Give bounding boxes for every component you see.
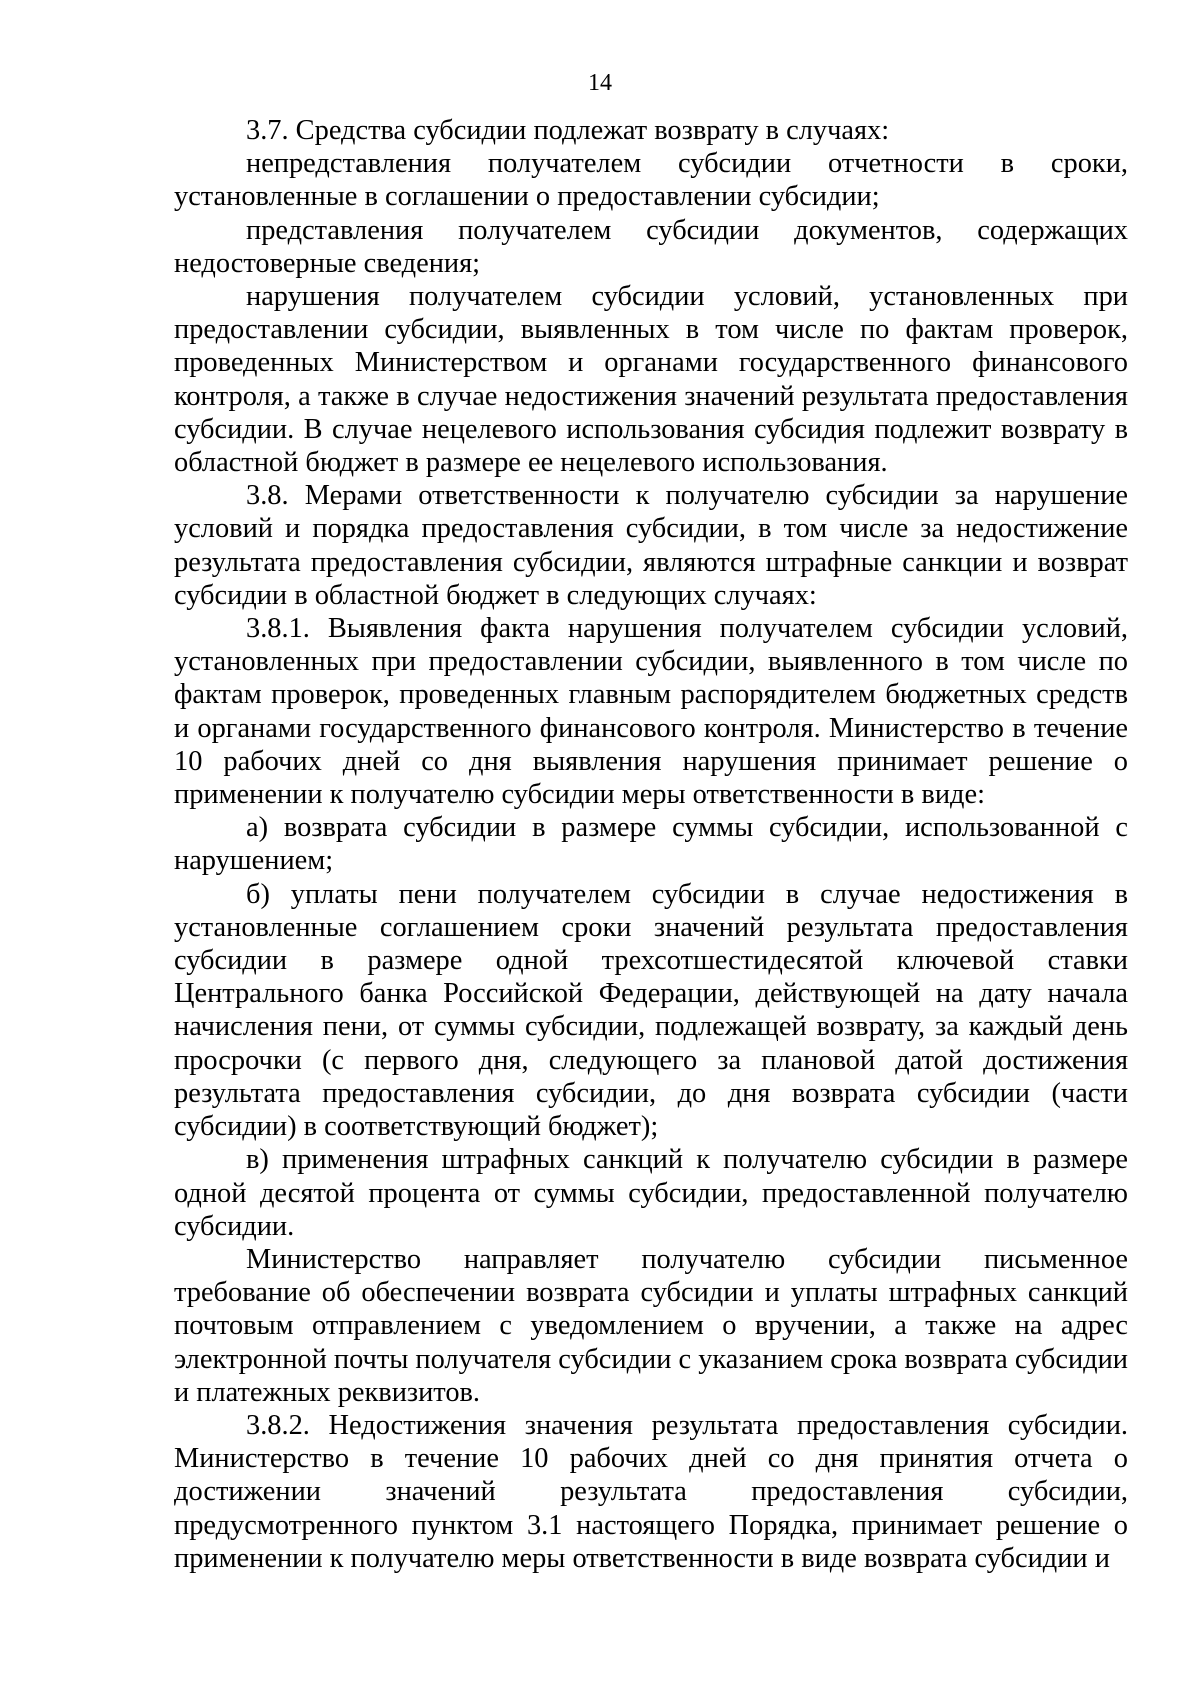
paragraph-3-8-2: 3.8.2. Недостижения значения результата предоставления субсидии. Министерство в течение 10 рабочих дней со дня принятия отчета о достижении значений результата предоставления субсидии, предусмотренного пунктом 3.1 настоящего Порядка, принимает решение о применении к получателю меры ответственности в виде возврата субсидии и xyxy=(174,1409,1128,1574)
paragraph-3-7: 3.7. Средства субсидии подлежат возврату в случаях: xyxy=(246,115,890,146)
paragraph-reporting: непредставления получателем субсидии отчетности в сроки, установленные в соглашении о предоставлении субсидии; xyxy=(174,148,1128,213)
paragraph-ministry-requirement: Министерство направляет получателю субсидии письменное требование об обеспечении возврата субсидии и уплаты штрафных санкций почтовым отправлением с уведомлением о вручении, а также на адрес электронной почты получателя субсидии с указанием срока возврата субсидии и платежных реквизитов. xyxy=(174,1243,1128,1408)
paragraph-item-a: а) возврата субсидии в размере суммы субсидии, использованной с нарушением; xyxy=(174,812,1128,877)
paragraph-3-8: 3.8. Мерами ответственности к получателю субсидии за нарушение условий и порядка предоставления субсидии, в том числе за недостижение результата предоставления субсидии, являются штрафные санкции и возврат субсидии в областной бюджет в следующих случаях: xyxy=(174,480,1128,611)
paragraph-item-v: в) применения штрафных санкций к получателю субсидии в размере одной десятой процента от суммы субсидии, предоставленной получателю субсидии. xyxy=(174,1144,1128,1242)
page-number: 14 xyxy=(588,70,612,96)
document-body xyxy=(174,114,1128,1575)
paragraph-item-b: б) уплаты пени получателем субсидии в случае недостижения в установленные соглашением сроки значений результата предоставления субсидии в размере одной трехсотшестидесятой ключевой ставки Центрального банка Российской Федерации, действующей на дату начала начисления пени, от суммы субсидии, подлежащей возврату, за каждый день просрочки (с первого дня, следующего за плановой датой достижения результата предоставления субсидии, до дня возврата субсидии (части субсидии) в соответствующий бюджет); xyxy=(174,878,1128,1143)
paragraph-documents: представления получателем субсидии документов, содержащих недостоверные сведения; xyxy=(174,214,1128,279)
paragraph-3-8-1: 3.8.1. Выявления факта нарушения получателем субсидии условий, установленных при предоставлении субсидии, выявленного в том числе по фактам проверок, проведенных главным распорядителем бюджетных средств и органами государственного финансового контроля. Министерство в течение 10 рабочих дней со дня выявления нарушения принимает решение о применении к получателю субсидии меры ответственности в виде: xyxy=(174,613,1128,811)
paragraph-violation: нарушения получателем субсидии условий, установленных при предоставлении субсидии, выявленных в том числе по фактам проверок, проведенных Министерством и органами государственного финансового контроля, а также в случае недостижения значений результата предоставления субсидии. В случае нецелевого использования субсидия подлежит возврату в областной бюджет в размере ее нецелевого использования. xyxy=(174,281,1128,479)
